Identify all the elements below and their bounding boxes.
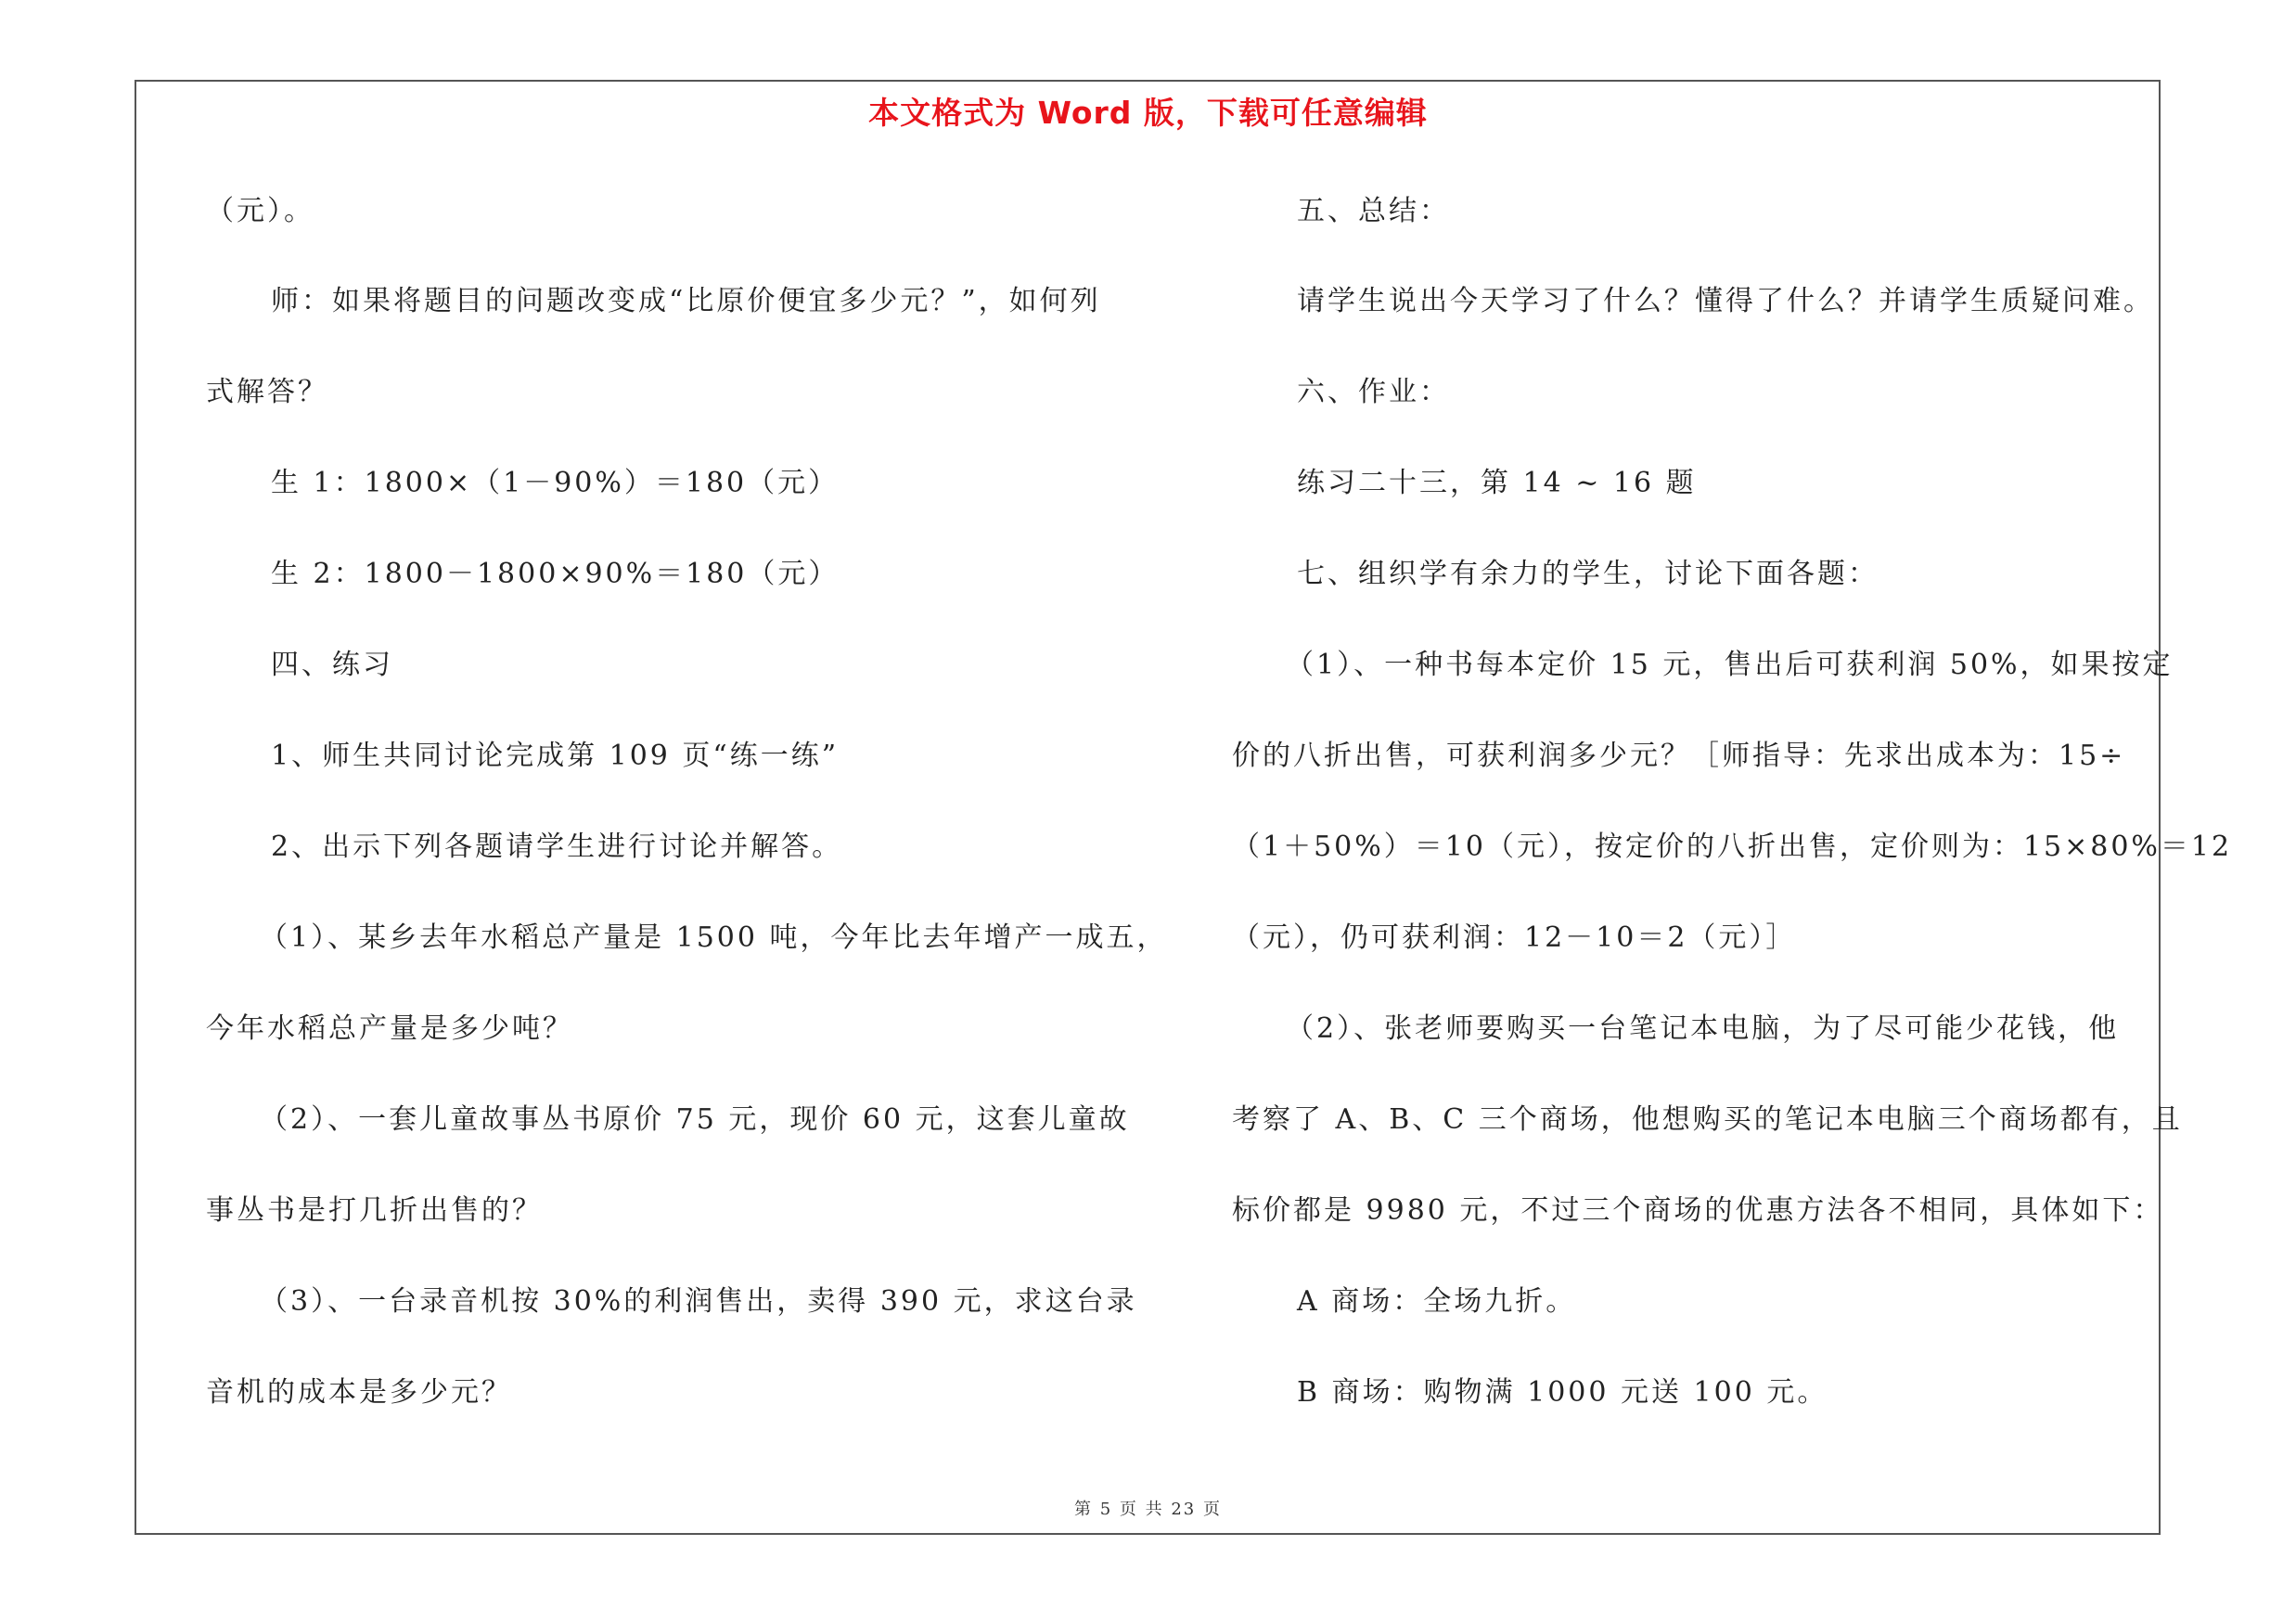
right-line-14: B 商场：购物满 1000 元送 100 元。 [1297, 1376, 1828, 1409]
right-line-11: 考察了 A、B、C 三个商场，他想购买的笔记本电脑三个商场都有，且 [1232, 1103, 2183, 1136]
right-line-1: 五、总结： [1297, 195, 1450, 227]
left-line-9: （1）、某乡去年水稻总产量是 1500 吨，今年比去年增产一成五， [260, 921, 1168, 954]
left-line-5: 生 2：1800－1800×90%＝180（元） [271, 558, 840, 590]
right-line-10: （2）、张老师要购买一台笔记本电脑，为了尽可能少花钱，他 [1286, 1012, 2120, 1045]
left-line-7: 1、师生共同讨论完成第 109 页“练一练” [271, 740, 840, 772]
right-line-12: 标价都是 9980 元，不过三个商场的优惠方法各不相同，具体如下： [1232, 1194, 2164, 1227]
left-line-4: 生 1：1800×（1－90%）＝180（元） [271, 467, 840, 499]
right-line-4: 练习二十三，第 14 ~ 16 题 [1297, 467, 1697, 499]
left-line-13: （3）、一台录音机按 30%的利润售出，卖得 390 元，求这台录 [260, 1285, 1137, 1318]
right-line-8: （1＋50%）＝10（元），按定价的八折出售，定价则为：15×80%＝12 [1232, 831, 2233, 863]
right-line-3: 六、作业： [1297, 376, 1450, 408]
left-line-1: （元）。 [206, 195, 314, 227]
left-line-6: 四、练习 [271, 649, 393, 681]
word-format-banner: 本文格式为 Word 版，下载可任意编辑 [868, 95, 1428, 131]
left-line-14: 音机的成本是多少元？ [206, 1376, 512, 1409]
page-number-footer: 第 5 页 共 23 页 [1074, 1500, 1222, 1519]
left-line-11: （2）、一套儿童故事丛书原价 75 元，现价 60 元，这套儿童故 [260, 1103, 1130, 1136]
right-line-6: （1）、一种书每本定价 15 元，售出后可获利润 50%，如果按定 [1286, 649, 2174, 681]
right-line-7: 价的八折出售，可获利润多少元？［师指导：先求出成本为：15÷ [1232, 740, 2126, 772]
right-line-13: A 商场：全场九折。 [1297, 1285, 1577, 1318]
left-line-8: 2、出示下列各题请学生进行讨论并解答。 [271, 831, 843, 863]
left-line-2: 师：如果将题目的问题改变成“比原价便宜多少元？”，如何列 [271, 285, 1101, 317]
left-line-12: 事丛书是打几折出售的？ [206, 1194, 543, 1227]
left-line-3: 式解答？ [206, 376, 328, 408]
left-line-10: 今年水稻总产量是多少吨？ [206, 1012, 573, 1045]
right-line-5: 七、组织学有余力的学生，讨论下面各题： [1297, 558, 1879, 590]
right-line-9: （元），仍可获利润：12－10＝2（元）］ [1232, 921, 1797, 954]
right-line-2: 请学生说出今天学习了什么？懂得了什么？并请学生质疑问难。 [1297, 285, 2154, 317]
